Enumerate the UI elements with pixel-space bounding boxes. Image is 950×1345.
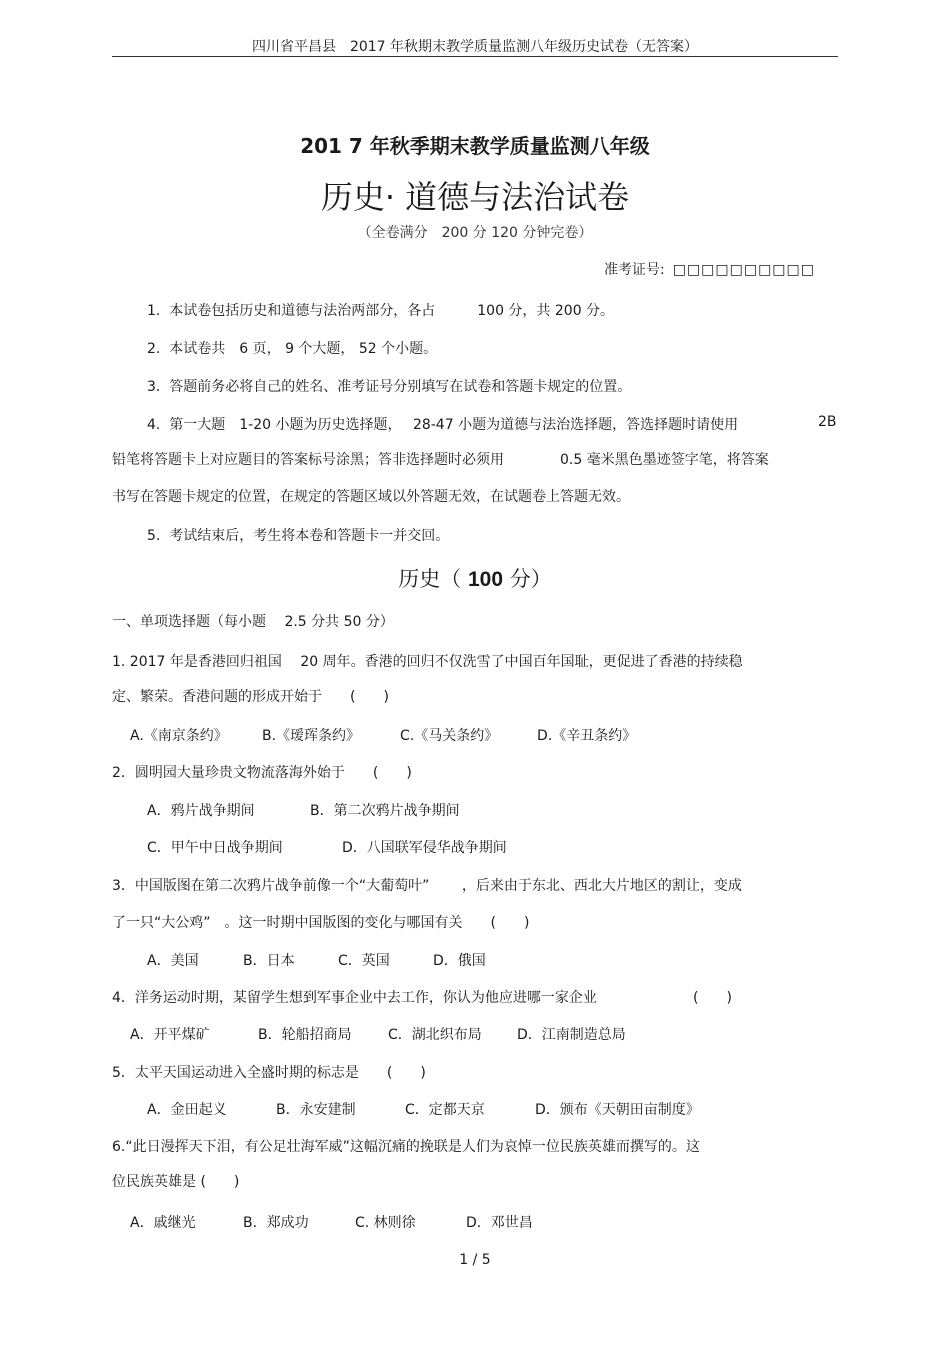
option-c: C. 林则徐 (355, 1215, 416, 1231)
instruction-1 (147, 300, 614, 320)
section-score: 100 (467, 568, 504, 591)
option-b: B．日本 (243, 953, 295, 969)
option-a: A．戚继光 (130, 1215, 196, 1231)
question-2: 2．圆明园大量珍贵文物流落海外始于 ( ) (112, 765, 412, 781)
section-title-pre: 历史（ (398, 567, 468, 591)
instruction-number: 1. (147, 303, 161, 319)
instruction-5 (147, 525, 449, 545)
question-3-line1: 3．中国版图在第二次鸦片战争前像一个“大葡萄叶” ，后来由于东北、西北大片地区的割让，变成 (112, 878, 742, 894)
option-b: B．第二次鸦片战争期间 (310, 803, 460, 819)
instruction-text: 考试结束后，考生将本卷和答题卡一并交回。 (169, 528, 450, 544)
instruction-text: 答题前务必将自己的姓名、准考证号分别填写在试卷和答题卡规定的位置。 (169, 379, 632, 395)
option-d: D.《辛丑条约》 (537, 728, 637, 744)
option-d: D．江南制造总局 (517, 1027, 626, 1043)
instruction-number: 4. (147, 417, 161, 433)
instruction-text: 本试卷包括历史和道德与法治两部分，各占 100 分，共 200 分。 (169, 303, 615, 319)
header-rule (112, 56, 838, 57)
exam-subtitle: （全卷满分 200 分 120 分钟完卷） (357, 225, 593, 241)
section-title-post: 分） (503, 567, 552, 591)
option-a: A．美国 (147, 953, 199, 969)
question-6-line2: 位民族英雄是 ( ) (112, 1174, 240, 1190)
option-b: B.《瑷珲条约》 (262, 728, 361, 744)
running-header: 四川省平昌县 2017 年秋期末教学质量监测八年级历史试卷（无答案） (251, 39, 699, 55)
option-b: B．郑成功 (243, 1215, 309, 1231)
question-4-paren: ( ) (693, 990, 732, 1006)
instruction-2 (147, 338, 437, 358)
instruction-4-line3: 书写在答题卡规定的位置，在规定的答题区域以外答题无效，在试题卷上答题无效。 (112, 489, 630, 505)
option-c: C．甲午中日战争期间 (147, 840, 283, 856)
exam-id-row (604, 259, 815, 279)
question-4: 4．洋务运动时期，某留学生想到军事企业中去工作，你认为他应进哪一家企业 (112, 990, 597, 1006)
option-a: A．开平煤矿 (130, 1027, 210, 1043)
option-b: B．轮船招商局 (258, 1027, 352, 1043)
option-c: C.《马关条约》 (400, 728, 499, 744)
instruction-text: 本试卷共 6 页， 9 个大题， 52 个小题。 (169, 341, 438, 357)
page-number: 1 / 5 (459, 1252, 491, 1268)
option-c: C．湖北织布局 (388, 1027, 482, 1043)
question-5: 5．太平天国运动进入全盛时期的标志是 ( ) (112, 1065, 426, 1081)
exam-id-label: 准考证号: (604, 262, 665, 278)
instruction-4-tail: 2B (818, 414, 837, 430)
question-1-line1: 1. 2017 年是香港回归祖国 20 周年。香港的回归不仅洗雪了中国百年国耻，更促进了香港的持续稳 (112, 654, 743, 670)
instruction-4-line2: 铅笔将答题卡上对应题目的答案标号涂黑；答非选择题时必须用 0.5 毫米黑色墨迹签字笔，将答案 (112, 452, 769, 468)
option-a: A．金田起义 (147, 1102, 227, 1118)
option-d: D．俄国 (433, 953, 486, 969)
option-c: C．定都天京 (405, 1102, 485, 1118)
option-d: D．邓世昌 (466, 1215, 533, 1231)
instruction-number: 2. (147, 341, 161, 357)
exam-title-line1: 201 7 年秋季期末教学质量监测八年级 (300, 134, 650, 158)
instruction-4 (147, 414, 738, 434)
option-a: A．鸦片战争期间 (147, 803, 255, 819)
question-3-line2: 了一只“大公鸡” 。这一时期中国版图的变化与哪国有关 ( ) (112, 915, 530, 931)
option-d: D．八国联军侵华战争期间 (342, 840, 507, 856)
option-b: B．永安建制 (276, 1102, 356, 1118)
exam-id-boxes: □□□□□□□□□□ (672, 262, 815, 278)
question-6-line1: 6.“此日漫挥天下泪，有公足壮海军威”这幅沉痛的挽联是人们为哀悼一位民族英雄而撰写的。这 (112, 1139, 700, 1155)
option-a: A.《南京条约》 (130, 728, 228, 744)
instruction-3 (147, 376, 631, 396)
option-d: D．颁布《天朝田亩制度》 (535, 1102, 700, 1118)
question-1-line2: 定、繁荣。香港问题的形成开始于 ( ) (112, 689, 389, 705)
option-c: C．英国 (338, 953, 390, 969)
part-heading: 一、单项选择题（每小题 2.5 分共 50 分） (112, 614, 394, 630)
instruction-number: 3. (147, 379, 161, 395)
section-title (0, 563, 950, 593)
instruction-number: 5. (147, 528, 161, 544)
exam-title-main: 历史· 道德与法治试卷 (320, 178, 630, 216)
instruction-text: 第一大题 1-20 小题为历史选择题， 28-47 小题为道德与法治选择题，答选择题时请使用 (169, 417, 739, 433)
